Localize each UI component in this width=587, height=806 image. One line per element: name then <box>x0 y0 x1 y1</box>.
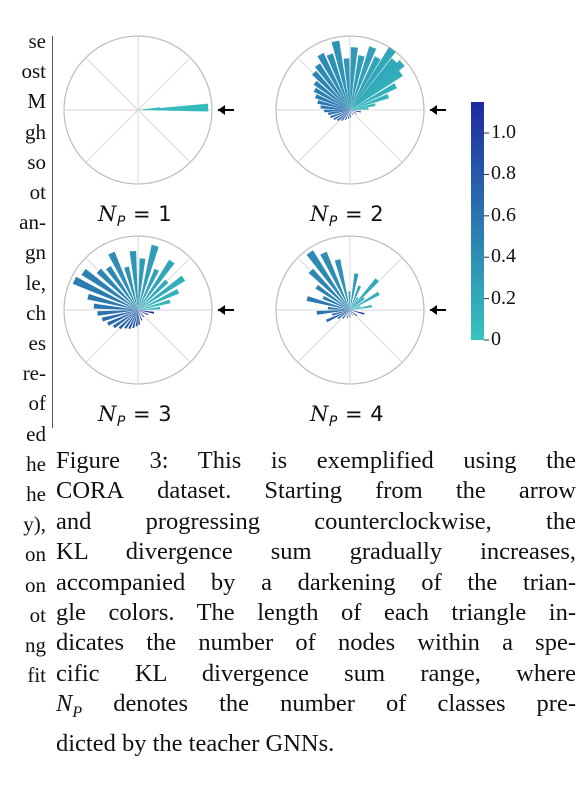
caption-line-3: and progressing counterclockwise, the <box>56 507 576 535</box>
panel-label-var: N <box>98 202 117 226</box>
panel-label-sub: P <box>116 414 126 431</box>
left-column-fragment: gn <box>25 240 46 265</box>
panel-label <box>98 202 172 230</box>
colorbar-tick-label: 1.0 <box>491 121 516 144</box>
panel-label-var: N <box>98 402 117 426</box>
left-column-fragment: M <box>27 89 46 114</box>
left-column-fragment: ost <box>21 59 46 84</box>
panel-label-rest: = 2 <box>337 202 385 226</box>
left-column-fragment: he <box>26 482 46 506</box>
left-column-fragment: ot <box>29 602 46 627</box>
left-column-fragment: an- <box>19 210 46 235</box>
caption-line-7: dicates the number of nodes within a spe- <box>56 629 576 657</box>
caption-cora-rest: ORA <box>72 477 125 505</box>
panel-label <box>98 402 172 430</box>
caption-np-var: N <box>56 690 73 718</box>
caption-line-2 <box>56 476 576 506</box>
caption-line-6: gle colors. The length of each triangle in- <box>56 599 576 627</box>
colorbar-tick-label: 0.4 <box>491 245 516 268</box>
caption-line-9 <box>56 689 576 728</box>
caption-line-9-text: denotes the number of classes pre- <box>82 690 576 718</box>
left-column-fragment: on <box>25 542 46 567</box>
polar-bar <box>138 107 160 110</box>
caption-line-10: dicted by the teacher GNNs. <box>56 729 335 757</box>
caption-line-4: KL divergence sum gradually increases, <box>56 538 576 566</box>
start-arrowhead-icon <box>218 305 225 315</box>
polar-bar <box>320 252 350 310</box>
left-column-fragment: fit <box>27 663 46 688</box>
polar-panel <box>276 36 446 184</box>
panel-label-var: N <box>310 402 329 426</box>
left-column-fragment: ng <box>25 633 46 657</box>
start-arrowhead-icon <box>218 105 225 115</box>
panel-label <box>310 202 384 230</box>
left-column-fragment: ed <box>26 421 46 446</box>
left-column-fragment: on <box>25 572 46 597</box>
caption-cora-initial: C <box>56 477 73 505</box>
start-arrowhead-icon <box>430 305 437 315</box>
polar-panel <box>64 236 234 384</box>
figure-caption <box>56 446 576 759</box>
caption-line-5: accompanied by a darkening of the trian- <box>56 568 576 596</box>
left-column-fragment: ch <box>26 300 46 325</box>
left-column-fragment: y), <box>23 512 46 537</box>
left-column-fragment: so <box>27 149 46 174</box>
colorbar-tick-label: 0.8 <box>491 162 516 185</box>
colorbar <box>471 102 484 340</box>
panel-label-rest: = 4 <box>337 402 385 426</box>
panel-label <box>310 402 384 430</box>
panel-label-rest: = 1 <box>125 202 173 226</box>
panel-label-rest: = 3 <box>125 402 173 426</box>
left-column-fragment: es <box>28 331 46 355</box>
polar-panel <box>276 236 446 384</box>
caption-line-1: Figure 3: This is exemplified using the <box>56 447 576 474</box>
colorbar-tick-label: 0.2 <box>491 286 516 309</box>
panel-label-sub: P <box>328 414 338 431</box>
caption-np-sub: P <box>72 704 83 722</box>
start-arrowhead-icon <box>430 105 437 115</box>
polar-panel <box>64 36 234 184</box>
column-divider <box>52 36 53 428</box>
caption-line-2-text: dataset. Starting from the arrow <box>124 477 576 505</box>
left-column-fragment: he <box>26 451 46 476</box>
left-column-fragment: le, <box>25 270 46 295</box>
polar-bar <box>138 289 179 310</box>
left-column-fragment: gh <box>25 119 46 144</box>
caption-line-8: cific KL divergence sum range, where <box>56 659 576 687</box>
left-column-fragment: se <box>28 29 46 53</box>
left-column-fragment: ot <box>29 180 46 204</box>
panel-label-sub: P <box>116 214 126 231</box>
left-column-fragment: re- <box>22 361 46 386</box>
polar-bar <box>73 277 138 310</box>
panel-label-var: N <box>310 202 329 226</box>
colorbar-tick-label: 0.6 <box>491 203 516 226</box>
figure-3 <box>58 30 578 430</box>
left-column-fragment: of <box>28 391 46 416</box>
panel-label-sub: P <box>328 214 338 231</box>
colorbar-tick-label: 0 <box>491 328 501 350</box>
